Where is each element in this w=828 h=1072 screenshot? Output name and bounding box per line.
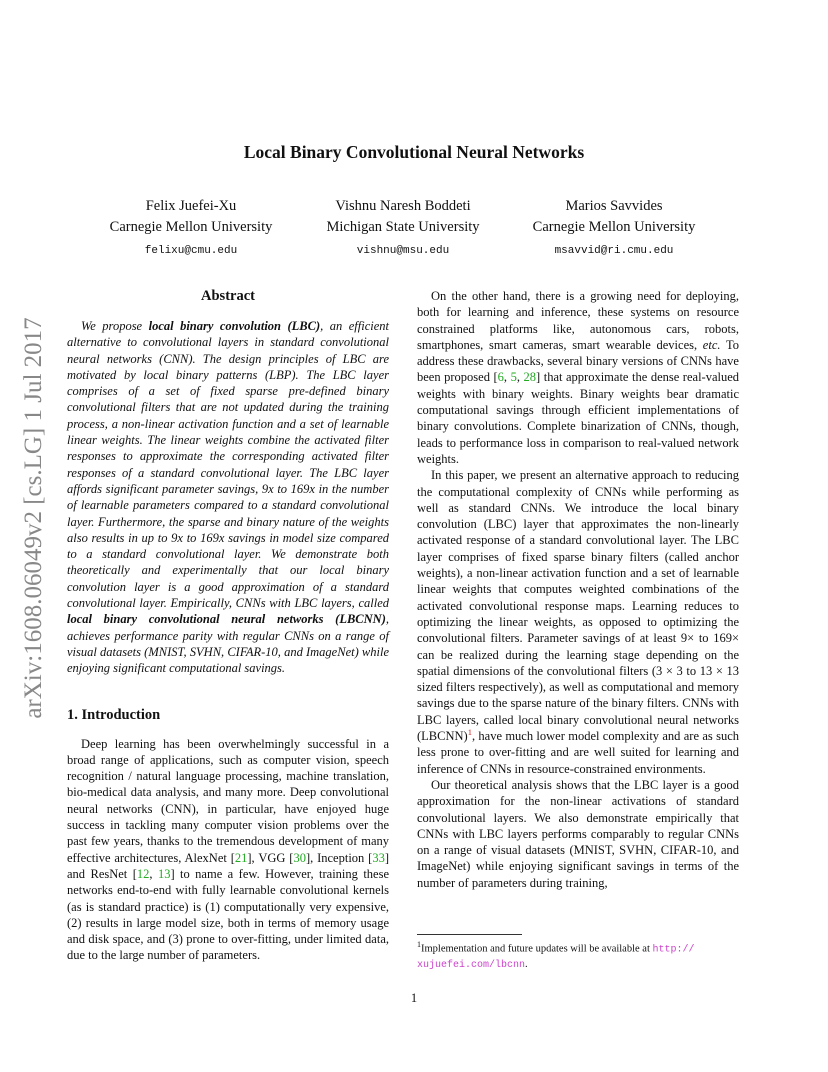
- author-email[interactable]: felixu@cmu.edu: [144, 245, 238, 257]
- author-name: Vishnu Naresh Boddeti: [335, 198, 471, 214]
- author-3: [499, 196, 729, 262]
- footnote-url[interactable]: http:// xujuefei.com/lbcnn: [417, 944, 695, 971]
- author-affiliation: Carnegie Mellon University: [109, 219, 273, 235]
- footnote-marker[interactable]: 1: [467, 726, 472, 737]
- intro-paragraph-2: On the other hand, there is a growing need for deploying, both for learning and inference, these systems on resource constrained platforms like, autonomous cars, robots, smartphones, smart cameras, smart wearable devices, etc. To address these drawbacks, several binary versions of CNNs have been proposed [6, 5, 28] that approximate the dense real-valued weights with binary weights. Binary weights bear dramatic computational savings through efficient implementations of binary convolutions. Complete binarization of CNNs, though, leads to performance loss in comparison to real-valued network weights.: [417, 289, 740, 466]
- author-email[interactable]: msavvid@ri.cmu.edu: [554, 245, 674, 257]
- author-2: [288, 196, 518, 262]
- citation-link[interactable]: 33: [372, 850, 385, 865]
- paper-title: Local Binary Convolutional Neural Networks: [243, 142, 585, 162]
- intro-paragraph-1: Deep learning has been overwhelmingly successful in a broad range of applications, such as computer vision, speech recognition / natural language processing, machine translation, bio-medical data analysis, and many more. Deep convolutional neural networks (CNN), in particular, have enjoyed huge success in tackling many computer vision problems over the past few years, thanks to the tremendous development of many effective architectures, AlexNet [21], VGG [30], Inception [33] and ResNet [12, 13] to name a few. However, training these networks end-to-end with fully learnable convolutional kernels (as is standard practice) is (1) computationally very expensive, (2) results in large model size, both in terms of memory usage and disk space, and (3) prone to over-fitting, under limited data, due to the large number of parameters.: [67, 736, 390, 963]
- author-email[interactable]: vishnu@msu.edu: [356, 245, 450, 257]
- author-affiliation: Carnegie Mellon University: [532, 219, 696, 235]
- citation-link[interactable]: 21: [234, 850, 248, 865]
- section-heading-introduction: 1. Introduction: [67, 706, 161, 723]
- author-name: Felix Juefei-Xu: [145, 198, 237, 214]
- footnote: $^1$Implementation and future updates will be available at http:// xujuefei.com/lbcnn.: [417, 940, 695, 971]
- intro-paragraph-3: In this paper, we present an alternative approach to reducing the computational complexity of CNNs while performing as well as standard CNNs. We introduce the local binary convolution (LBC) layer that approximates the non-linearly activated response of a standard convolutional layer. The LBC layer comprises of fixed sparse binary filters (called anchor weights), a non-linear activation function and a set of learnable linear weights that computes weighted combinations of the activated convolutional response maps. Learning reduces to optimizing the linear weights, as opposed to optimizing the convolutional filters. Parameter savings of at least 9× to 169× can be realized during the learning stage depending on the spatial dimensions of the convolutional filters (3 × 3 to 13 × 13 sized filters respectively), as well as computational and memory savings due to the sparse nature of the binary filters. CNNs with LBC layers, called local binary convolutional neural networks (LBCNN)$^1$, have much lower model complexity and are as such less prone to over-fitting and are well suited for learning and inference of CNNs in resource-constrained environments.: [417, 468, 739, 776]
- intro-paragraph-4: Our theoretical analysis shows that the LBC layer is a good approximation for the non-linear activations of standard convolutional layers. We also demonstrate empirically that CNNs with LBC layers performs comparably to regular CNNs on a range of visual datasets (MNIST, SVHN, CIFAR-10, and ImageNet) while enjoying significant savings in terms of the number of parameters during training,: [417, 777, 739, 890]
- left-column: [67, 288, 389, 964]
- right-column: [417, 288, 739, 891]
- page-number: 1: [410, 991, 418, 1005]
- citation-link[interactable]: 13: [157, 866, 171, 881]
- author-1: [76, 196, 306, 262]
- citation-link[interactable]: 6: [497, 370, 504, 385]
- abstract-text: We propose local binary convolution (LBC), an efficient alternative to convolutional layers in standard convolutional neural networks (CNN). The design principles of LBC are motivated by local binary patterns (LBP). The LBC layer comprises of a set of fixed sparse pre-defined binary convolutional filters that are not updated during the training process, a non-linear activation function and a set of learnable linear weights. The linear weights combine the activated filter responses to approximate the corresponding activated filter responses of a standard convolutional layer. The LBC layer affords significant parameter savings, 9x to 169x in the number of learnable parameters compared to a standard convolutional layer. Furthermore, the sparse and binary nature of the weights also results in up to 9x to 169x savings in model size compared to a standard convolutional layer. We demonstrate both theoretically and experimentally that our local binary convolution layer is a good approximation of a standard convolutional layer. Empirically, CNNs with LBC layers, called local binary convolutional neural networks (LBCNN), achieves performance parity with regular CNNs on a range of visual datasets (MNIST, SVHN, CIFAR-10, and ImageNet) while enjoying significant computational savings.: [67, 319, 389, 676]
- abstract-heading: Abstract: [201, 288, 255, 304]
- author-name: Marios Savvides: [565, 198, 663, 214]
- footnote-divider: [417, 934, 522, 935]
- author-affiliation: Michigan State University: [326, 219, 480, 235]
- citation-link[interactable]: 28: [523, 370, 537, 385]
- citation-link[interactable]: 5: [510, 370, 517, 385]
- citation-link[interactable]: 12: [136, 866, 150, 881]
- arxiv-stamp-text: arXiv:1608.06049v2 [cs.LG] 1 Jul 2017: [20, 317, 47, 719]
- citation-link[interactable]: 30: [293, 850, 306, 865]
- arxiv-stamp: [22, 298, 46, 738]
